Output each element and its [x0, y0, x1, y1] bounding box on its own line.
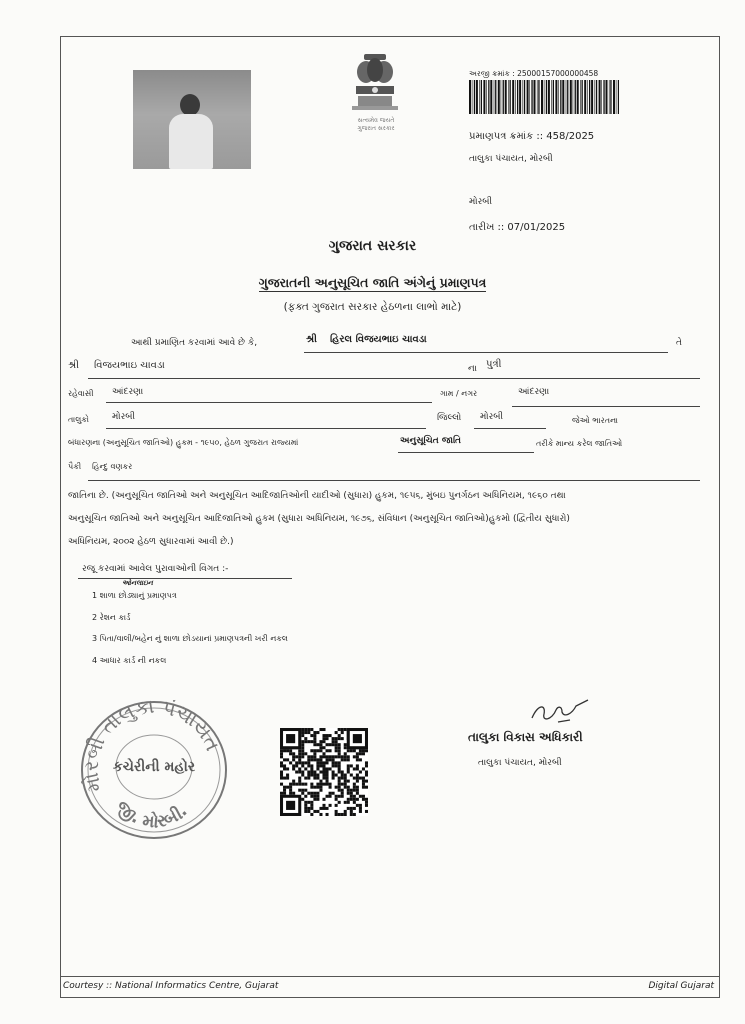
certify-text: આથી પ્રમાણિત કરવામાં આવે છે કે, [131, 338, 258, 348]
issue-place: મોરબી [469, 197, 493, 207]
caste-category: અનુસૂચિત જાતિ [400, 436, 461, 446]
seal-outer-text: મોરબી તાલુકા પંચાયત [78, 695, 226, 795]
constitution-text: બંધારણના (અનુસૂચિત જાતિઓ) હુકમ - ૧૯૫૦, હેઠળ ગુજરાત રાજ્યમાં [68, 438, 299, 447]
parent-prefix: શ્રી [68, 360, 80, 371]
residence-label: રહેવાસી [68, 389, 94, 398]
qr-code [280, 728, 368, 816]
district-label: જિલ્લો [437, 413, 462, 423]
signatory-designation: તાલુકા વિકાસ અધિકારી [468, 730, 583, 744]
evidence-item-4: 4 આધાર કાર્ડ ની નકલ [92, 656, 167, 665]
certificate-number: પ્રમાણપત્ર ક્રમાંક :: 458/2025 [469, 131, 595, 142]
seal-bottom-text: જી. મોરબી. [111, 796, 192, 833]
evidence-item-2: 2 રેશન કાર્ડ [92, 613, 131, 622]
evidence-heading: રજૂ કરવામાં આવેલ પુરાવાઓની વિગત :- [82, 564, 229, 574]
village: આંદરણા [518, 387, 550, 397]
evidence-item-1: 1 શાળા છોડ્યાનું પ્રમાણપત્ર [92, 591, 177, 600]
caste-label: પૈકી [68, 462, 82, 471]
application-number: અરજી ક્રમાંક : 25000157000000458 [469, 69, 599, 78]
caste: હિન્દુ વણકર [92, 462, 133, 471]
seal-center-text: કચેરીની મહોર [112, 759, 196, 775]
taluka-label: તાલુકો [68, 415, 89, 424]
government-title: ગુજરાત સરકાર [328, 238, 417, 254]
emblem-caption: સત્યમેવ જયતે ગુજરાત સરકાર [357, 117, 395, 132]
name-suffix: તે [676, 338, 682, 348]
applicant-name-prefix: શ્રી [306, 334, 318, 345]
signature-scribble [528, 696, 598, 726]
residence: આંદરણા [112, 387, 144, 397]
certificate-note: (ફક્ત ગુજરાત સરકાર હેઠળના લાભો માટે) [283, 301, 462, 313]
signatory-office: તાલુકા પંચાયત, મોરબી [478, 758, 562, 768]
district: મોરબી [480, 412, 504, 422]
svg-text:મોરબી તાલુકા પંચાયત [79, 695, 226, 794]
office-seal [74, 695, 234, 845]
taluka: મોરબી [112, 412, 136, 422]
issuing-office: તાલુકા પંચાયત, મોરબી [469, 154, 553, 164]
village-label: ગામ / નગર [440, 389, 478, 398]
legal-paragraph: જાતિના છે. (અનુસૂચિત જાતિઓ અને અનુસૂચિત આદિજાતિઓની યાદીઓ (સુધારા) હુકમ, ૧૯૫૬, મુંબઇ પુનર્ગઠન અધિનિયમ, ૧૯૬૦ તથા અનુસૂચિત જાતિઓ અને અનુસૂચિત આદિજાતિઓ હુકમ (સુધારા અધિનિયમ, ૧૯૭૬, સંવિધાન (અનુસૂચિત જાતિઓ)હુકમો (દ્વિતીય સુધારો) અધિનિયમ, ૨૦૦૨ હેઠળ સુધારવામાં આવી છે.) [68, 491, 570, 547]
evidence-item-3: 3 પિતા/વાલી/બહેન નું શાળા છોડયાનાં પ્રમાણપત્રની ખરી નકલ [92, 634, 288, 643]
certificate-title: ગુજરાતની અનુસૂચિત જાતિ અંગેનું પ્રમાણપત્ર [258, 275, 487, 290]
barcode [469, 80, 619, 114]
brand-text: Digital Gujarat [648, 981, 714, 991]
courtesy-text: Courtesy :: National Informatics Centre, Gujarat [63, 981, 279, 991]
footer [60, 976, 720, 998]
parent-name: વિજયભાઇ ચાવડા [94, 360, 165, 371]
issue-date: તારીખ :: 07/01/2025 [469, 222, 566, 233]
applicant-photo [133, 70, 251, 169]
recognized-text: તરીકે માન્ય કરેલ જાતિઓ [536, 439, 623, 448]
relation-prefix: ના [468, 364, 477, 374]
applicant-name: હિરલ વિજયભાઇ ચાવડા [330, 334, 427, 345]
state-text: જેઓ ભારતના [572, 416, 619, 425]
handwritten-note: ઓનલાઇન [122, 579, 153, 587]
relation: પુત્રી [486, 359, 502, 370]
